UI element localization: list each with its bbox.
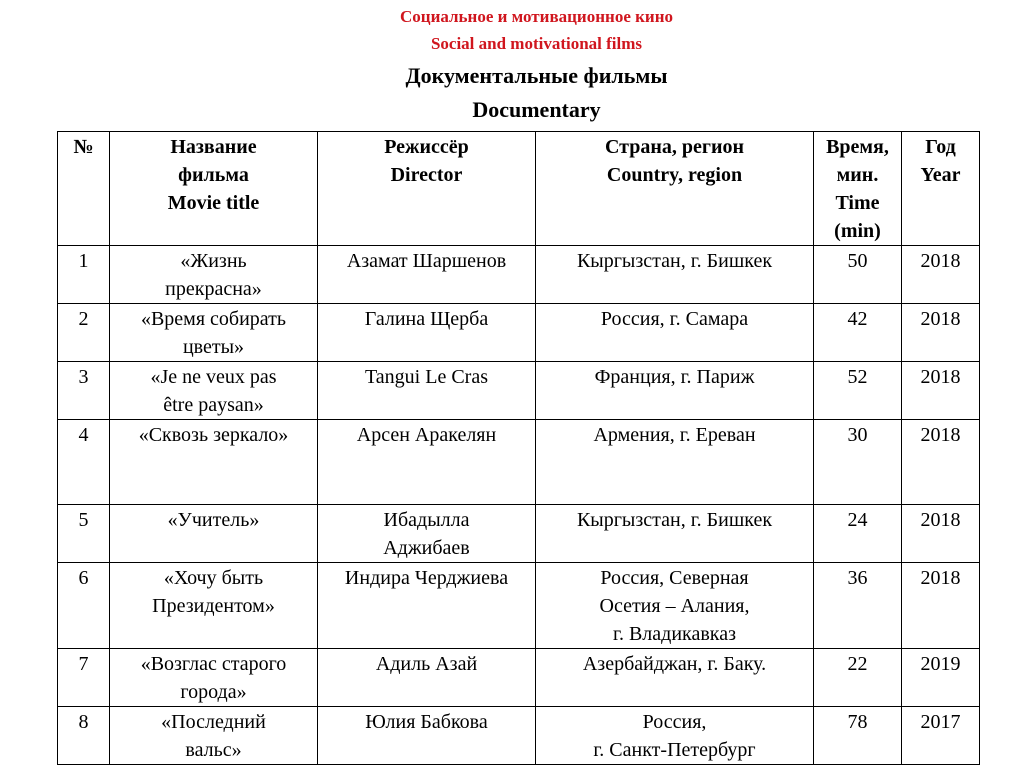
cell-director: Индира Черджиева	[318, 563, 536, 649]
cell-year: 2018	[902, 304, 980, 362]
cell-title: «Последний вальс»	[110, 707, 318, 765]
heading-documentary-ru: Документальные фильмы	[405, 63, 668, 88]
cell-number: 1	[58, 246, 110, 304]
cell-time: 78	[814, 707, 902, 765]
cell-country: Россия, г. Санкт-Петербург	[536, 707, 814, 765]
heading-documentary-en: Documentary	[472, 97, 601, 122]
cell-time: 42	[814, 304, 902, 362]
films-table	[57, 131, 980, 765]
cell-number: 4	[58, 420, 110, 505]
cell-title: «Сквозь зеркало»	[110, 420, 318, 505]
cell-number: 6	[58, 563, 110, 649]
cell-director: Адиль Азай	[318, 649, 536, 707]
cell-director: Галина Щерба	[318, 304, 536, 362]
cell-country: Кыргызстан, г. Бишкек	[536, 505, 814, 563]
header-director: Режиссёр Director	[318, 132, 536, 246]
header-movie-title: Название фильма Movie title	[110, 132, 318, 246]
cell-country: Азербайджан, г. Баку.	[536, 649, 814, 707]
cell-country: Россия, Северная Осетия – Алания, г. Владикавказ	[536, 563, 814, 649]
cell-number: 7	[58, 649, 110, 707]
cell-director: Арсен Аракелян	[318, 420, 536, 505]
cell-year: 2018	[902, 563, 980, 649]
cell-year: 2017	[902, 707, 980, 765]
cell-time: 52	[814, 362, 902, 420]
cell-year: 2018	[902, 505, 980, 563]
cell-title: «Жизнь прекрасна»	[110, 246, 318, 304]
cell-country: Армения, г. Ереван	[536, 420, 814, 505]
table-row	[58, 707, 980, 765]
cell-year: 2019	[902, 649, 980, 707]
cell-country: Франция, г. Париж	[536, 362, 814, 420]
cell-title: «Возглас старого города»	[110, 649, 318, 707]
table-row	[58, 362, 980, 420]
cell-director: Tangui Le Cras	[318, 362, 536, 420]
cell-title: «Je ne veux pas être paysan»	[110, 362, 318, 420]
cell-title: «Время собирать цветы»	[110, 304, 318, 362]
table-row	[58, 649, 980, 707]
table-row	[58, 304, 980, 362]
cell-director: Азамат Шаршенов	[318, 246, 536, 304]
heading-social-en: Social and motivational films	[430, 34, 643, 53]
cell-number: 8	[58, 707, 110, 765]
cell-year: 2018	[902, 246, 980, 304]
table-header-row	[58, 132, 980, 246]
cell-number: 3	[58, 362, 110, 420]
cell-time: 22	[814, 649, 902, 707]
cell-number: 2	[58, 304, 110, 362]
heading-social-ru: Социальное и мотивационное кино	[400, 7, 673, 26]
table-row	[58, 420, 980, 505]
cell-country: Россия, г. Самара	[536, 304, 814, 362]
cell-director: Ибадылла Аджибаев	[318, 505, 536, 563]
cell-country: Кыргызстан, г. Бишкек	[536, 246, 814, 304]
cell-director: Юлия Бабкова	[318, 707, 536, 765]
cell-title: «Хочу быть Президентом»	[110, 563, 318, 649]
cell-year: 2018	[902, 420, 980, 505]
header-time: Время, мин. Time (min)	[814, 132, 902, 246]
cell-number: 5	[58, 505, 110, 563]
header-number: №	[58, 132, 110, 246]
cell-time: 50	[814, 246, 902, 304]
header-country: Страна, регион Country, region	[536, 132, 814, 246]
cell-time: 36	[814, 563, 902, 649]
cell-time: 24	[814, 505, 902, 563]
table-row	[58, 505, 980, 563]
cell-year: 2018	[902, 362, 980, 420]
cell-title: «Учитель»	[110, 505, 318, 563]
cell-time: 30	[814, 420, 902, 505]
table-row	[58, 246, 980, 304]
table-row	[58, 563, 980, 649]
header-year: Год Year	[902, 132, 980, 246]
